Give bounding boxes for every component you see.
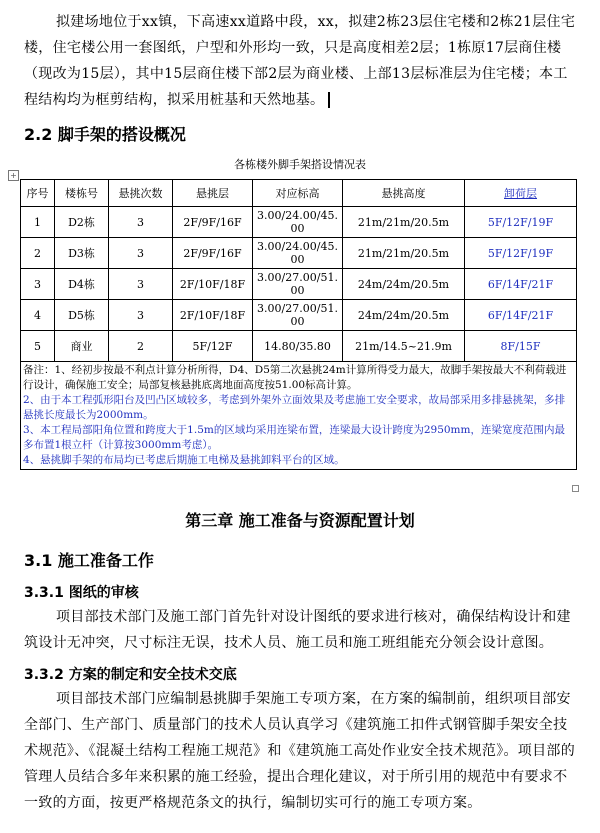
cell-floor: 2F/10F/18F bbox=[173, 269, 253, 300]
cell-elevation: 3.00/27.00/51.00 bbox=[253, 269, 343, 300]
cell-building: D3栋 bbox=[55, 238, 109, 269]
cell-count: 3 bbox=[109, 238, 173, 269]
table-row bbox=[21, 300, 577, 331]
cell-building: D5栋 bbox=[55, 300, 109, 331]
cell-index: 2 bbox=[21, 238, 55, 269]
header-unloading-floor: 卸荷层 bbox=[465, 180, 577, 207]
cell-building: D4栋 bbox=[55, 269, 109, 300]
cell-building: D2栋 bbox=[55, 207, 109, 238]
paragraph-3-3-1: 项目部技术部门及施工部门首先针对设计图纸的要求进行核对，确保结构设计和建筑设计无冲突，尺寸标注无误，技术人员、施工员和施工班组能充分领会设计意图。 bbox=[24, 609, 571, 651]
table-row bbox=[21, 238, 577, 269]
table-notes bbox=[21, 362, 577, 470]
cell-count: 2 bbox=[109, 331, 173, 362]
cell-index: 1 bbox=[21, 207, 55, 238]
intro-text: 拟建场地位于xx镇，下高速xx道路中段，xx，拟建2栋23层住宅楼和2栋21层住宅楼，住宅楼公用一套图纸，户型和外形均一致，只是高度相差2层；1栋原17层商住楼（现改为15层），其中15层商住楼下部2层为商业楼、上部13层标准层为住宅楼；本工程结构均为框剪结构，拟采用桩基和天然地基。 bbox=[24, 14, 576, 108]
section-heading-3-3-2: 3.3.2 方案的制定和安全技术交底 bbox=[24, 667, 237, 683]
section-heading-2-2: 2.2 脚手架的搭设概况 bbox=[24, 125, 186, 144]
cell-elevation: 3.00/24.00/45.00 bbox=[253, 238, 343, 269]
scaffold-table bbox=[20, 179, 577, 470]
table-row bbox=[21, 269, 577, 300]
cell-floor: 2F/10F/18F bbox=[173, 300, 253, 331]
note-4: 4、悬挑脚手架的布局均已考虑后期施工电梯及悬挑卸料平台的区域。 bbox=[23, 454, 345, 466]
section-heading-3-1: 3.1 施工准备工作 bbox=[24, 551, 154, 570]
cell-index: 4 bbox=[21, 300, 55, 331]
cell-elevation: 3.00/24.00/45.00 bbox=[253, 207, 343, 238]
cell-unloading: 5F/12F/19F bbox=[465, 207, 577, 238]
cell-elevation: 14.80/35.80 bbox=[253, 331, 343, 362]
cell-building: 商业 bbox=[55, 331, 109, 362]
note-3: 3、本工程局部阳角位置和跨度大于1.5m的区域均采用连梁布置，连梁最大设计跨度为2950mm，连梁宽度范围内最多布置1根立杆（计算按3000mm考虑）。 bbox=[23, 424, 565, 451]
table-caption: 各栋楼外脚手架搭设情况表 bbox=[234, 158, 366, 171]
cell-floor: 2F/9F/16F bbox=[173, 238, 253, 269]
cell-count: 3 bbox=[109, 269, 173, 300]
cell-unloading: 6F/14F/21F bbox=[465, 300, 577, 331]
cell-count: 3 bbox=[109, 300, 173, 331]
cell-unloading: 6F/14F/21F bbox=[465, 269, 577, 300]
header-building: 楼栋号 bbox=[55, 180, 109, 207]
cell-unloading: 5F/12F/19F bbox=[465, 238, 577, 269]
table-header-row bbox=[21, 180, 577, 207]
cell-floor: 5F/12F bbox=[173, 331, 253, 362]
note-2: 2、由于本工程弧形阳台及凹凸区域较多，考虑到外架外立面效果及考虑施工安全要求，故局部采用多排悬挑架，多排悬挑长度最长为2000mm。 bbox=[23, 394, 566, 421]
chapter-title: 第三章 施工准备与资源配置计划 bbox=[185, 511, 415, 530]
header-cantilever-height: 悬挑高度 bbox=[343, 180, 465, 207]
cell-height: 21m/21m/20.5m bbox=[343, 238, 465, 269]
paragraph-3-3-2: 项目部技术部门应编制悬挑脚手架施工专项方案，在方案的编制前，组织项目部安全部门、生产部门、质量部门的技术人员认真学习《建筑施工扣件式钢管脚手架安全技术规范》、《混凝土结构工程施工规范》和《建筑施工高处作业安全技术规范》。项目部的管理人员结合多年来积累的施工经验，提出合理化建议，对于所引用的规范中有要求不一致的方面，按更严格规范条文的执行，编制切实可行的施工专项方案。 bbox=[24, 691, 575, 811]
cell-unloading: 8F/15F bbox=[465, 331, 577, 362]
cell-height: 21m/21m/20.5m bbox=[343, 207, 465, 238]
cell-height: 21m/14.5~21.9m bbox=[343, 331, 465, 362]
note-1: 备注：1、经初步按最不利点计算分析所得，D4、D5第二次悬挑24m计算所得受力最大，故脚手架按最大不利荷载进行设计，确保施工安全；局部复核悬挑底离地面高度按51.00标高计算。 bbox=[23, 364, 567, 391]
table-resize-handle[interactable] bbox=[572, 485, 579, 492]
section-heading-3-3-1: 3.3.1 图纸的审核 bbox=[24, 585, 139, 601]
text-cursor bbox=[328, 92, 330, 108]
header-index: 序号 bbox=[21, 180, 55, 207]
intro-paragraph bbox=[24, 9, 580, 113]
cell-count: 3 bbox=[109, 207, 173, 238]
table-notes-row bbox=[21, 362, 577, 470]
table-row bbox=[21, 331, 577, 362]
table-row bbox=[21, 207, 577, 238]
cell-height: 24m/24m/20.5m bbox=[343, 269, 465, 300]
cell-height: 24m/24m/20.5m bbox=[343, 300, 465, 331]
header-cantilever-count: 悬挑次数 bbox=[109, 180, 173, 207]
header-elevation: 对应标高 bbox=[253, 180, 343, 207]
table-move-handle-icon[interactable]: + bbox=[8, 170, 19, 181]
cell-elevation: 3.00/27.00/51.00 bbox=[253, 300, 343, 331]
cell-index: 3 bbox=[21, 269, 55, 300]
header-cantilever-floor: 悬挑层 bbox=[173, 180, 253, 207]
cell-index: 5 bbox=[21, 331, 55, 362]
cell-floor: 2F/9F/16F bbox=[173, 207, 253, 238]
